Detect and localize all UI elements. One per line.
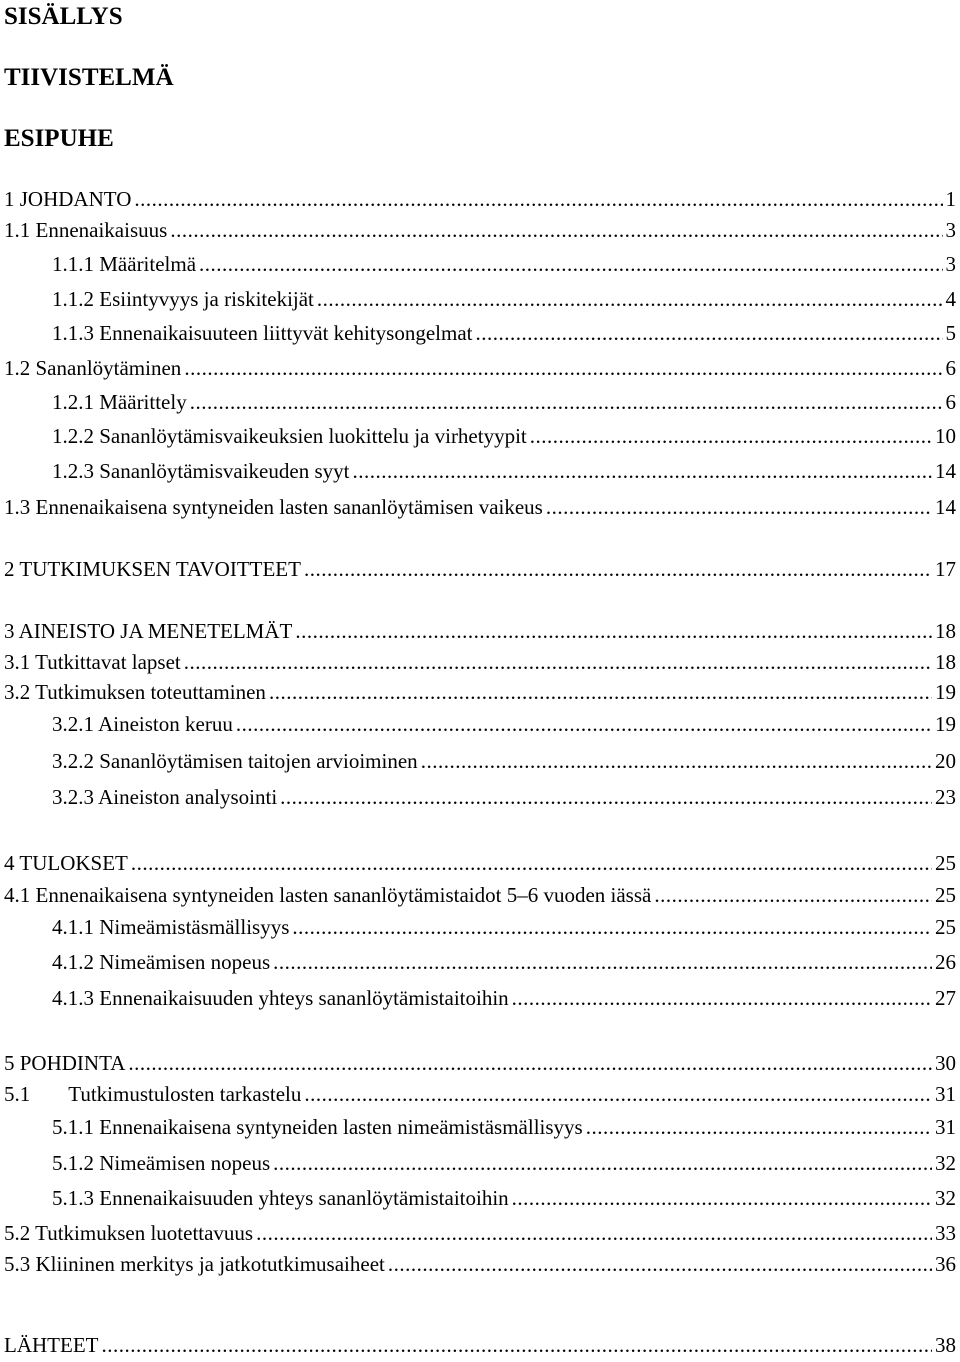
toc-dot-leader bbox=[273, 947, 932, 977]
toc-entry-title: 3.2 Tutkimuksen toteuttaminen bbox=[4, 680, 266, 704]
toc-entry-title: 1.2.1 Määrittely bbox=[52, 390, 187, 414]
toc-page-number: 31 bbox=[935, 1082, 956, 1106]
toc-entry-title bbox=[4, 1079, 301, 1109]
toc-dot-leader bbox=[476, 318, 943, 348]
toc-page-number: 18 bbox=[935, 650, 956, 674]
toc-page-number: 3 bbox=[945, 252, 956, 276]
toc-page-number: 14 bbox=[935, 495, 956, 519]
toc-entry-title: 1 JOHDANTO bbox=[4, 187, 132, 211]
toc-page-number: 6 bbox=[945, 356, 956, 380]
toc-entry[interactable] bbox=[4, 677, 956, 707]
toc-dot-leader bbox=[295, 616, 932, 646]
toc-entry-title: 4.1.3 Ennenaikaisuuden yhteys sananlöytämistaitoihin bbox=[52, 986, 509, 1010]
toc-dot-leader bbox=[317, 284, 943, 314]
toc-page-number: 38 bbox=[935, 1333, 956, 1357]
toc-entry-title: 3.2.1 Aineiston keruu bbox=[52, 712, 233, 736]
toc-page-number: 33 bbox=[935, 1221, 956, 1245]
toc-page-number: 27 bbox=[935, 986, 956, 1010]
toc-entry-title: 3.1 Tutkittavat lapset bbox=[4, 650, 181, 674]
toc-entry[interactable] bbox=[4, 848, 956, 878]
toc-page-number: 10 bbox=[935, 424, 956, 448]
toc-dot-leader bbox=[304, 1079, 932, 1109]
toc-entry-title: 4.1.2 Nimeämisen nopeus bbox=[52, 950, 271, 974]
toc-dot-leader bbox=[199, 249, 942, 279]
toc-dot-leader bbox=[170, 215, 942, 245]
toc-entry[interactable] bbox=[52, 421, 956, 451]
toc-page-number: 30 bbox=[935, 1051, 956, 1075]
toc-page-number: 23 bbox=[935, 785, 956, 809]
toc-dot-leader bbox=[184, 647, 932, 677]
toc-entry-number: 5.1 bbox=[4, 1082, 31, 1106]
toc-page-number: 3 bbox=[945, 218, 956, 242]
toc-page-number: 19 bbox=[935, 712, 956, 736]
toc-entry[interactable] bbox=[4, 492, 956, 522]
toc-dot-leader bbox=[280, 782, 932, 812]
toc-entry[interactable] bbox=[52, 947, 956, 977]
toc-entry-title: 1.1.3 Ennenaikaisuuteen liittyvät kehitysongelmat bbox=[52, 321, 473, 345]
toc-dot-leader bbox=[304, 554, 932, 584]
toc-page-number: 1 bbox=[945, 187, 956, 211]
toc-dot-leader bbox=[512, 983, 932, 1013]
toc-entry-title: 3.2.3 Aineiston analysointi bbox=[52, 785, 278, 809]
toc-entry[interactable] bbox=[4, 215, 956, 245]
toc-entry-title: 5.1.1 Ennenaikaisena syntyneiden lasten nimeämistäsmällisyys bbox=[52, 1115, 583, 1139]
toc-dot-leader bbox=[512, 1183, 932, 1213]
toc-entry[interactable] bbox=[4, 1048, 956, 1078]
toc-entry[interactable] bbox=[4, 1330, 956, 1360]
toc-dot-leader bbox=[654, 880, 932, 910]
toc-entry-title: 5.1.2 Nimeämisen nopeus bbox=[52, 1151, 271, 1175]
toc-dot-leader bbox=[273, 1148, 932, 1178]
toc-page-number: 5 bbox=[945, 321, 956, 345]
toc-entry-text: Tutkimustulosten tarkastelu bbox=[68, 1082, 302, 1106]
toc-page-number: 32 bbox=[935, 1186, 956, 1210]
toc-entry[interactable] bbox=[4, 1218, 956, 1248]
toc-page-number: 32 bbox=[935, 1151, 956, 1175]
toc-page-number: 14 bbox=[935, 459, 956, 483]
toc-page-number: 25 bbox=[935, 883, 956, 907]
toc-entry[interactable] bbox=[52, 746, 956, 776]
toc-entry[interactable] bbox=[4, 554, 956, 584]
toc-entry-title: 5 POHDINTA bbox=[4, 1051, 126, 1075]
toc-page-number: 31 bbox=[935, 1115, 956, 1139]
toc-entry[interactable] bbox=[52, 249, 956, 279]
toc-title: SISÄLLYS bbox=[4, 3, 123, 30]
toc-entry[interactable] bbox=[4, 1079, 956, 1109]
toc-entry-title: 4.1.1 Nimeämistäsmällisyys bbox=[52, 915, 290, 939]
toc-entry[interactable] bbox=[4, 616, 956, 646]
toc-entry-title: 1.1.1 Määritelmä bbox=[52, 252, 197, 276]
toc-page-number: 25 bbox=[935, 915, 956, 939]
toc-dot-leader bbox=[292, 912, 932, 942]
toc-page-number: 26 bbox=[935, 950, 956, 974]
toc-entry[interactable] bbox=[52, 284, 956, 314]
toc-entry-title: 3 AINEISTO JA MENETELMÄT bbox=[4, 619, 293, 643]
abstract-heading: TIIVISTELMÄ bbox=[4, 64, 174, 91]
toc-entry-title: 3.2.2 Sananlöytämisen taitojen arvioiminen bbox=[52, 749, 418, 773]
toc-dot-leader bbox=[586, 1112, 932, 1142]
toc-entry-title: 5.3 Kliininen merkitys ja jatkotutkimusaiheet bbox=[4, 1252, 385, 1276]
toc-entry-title: 1.2 Sananlöytäminen bbox=[4, 356, 182, 380]
toc-dot-leader bbox=[236, 709, 932, 739]
toc-entry-title: 1.3 Ennenaikaisena syntyneiden lasten sananlöytämisen vaikeus bbox=[4, 495, 543, 519]
toc-entry-title: 2 TUTKIMUKSEN TAVOITTEET bbox=[4, 557, 301, 581]
toc-entry[interactable] bbox=[4, 880, 956, 910]
toc-entry-title: 1.2.3 Sananlöytämisvaikeuden syyt bbox=[52, 459, 350, 483]
toc-dot-leader bbox=[128, 1048, 932, 1078]
toc-entry-title: 5.2 Tutkimuksen luotettavuus bbox=[4, 1221, 254, 1245]
toc-dot-leader bbox=[101, 1330, 932, 1360]
toc-dot-leader bbox=[256, 1218, 932, 1248]
toc-entry[interactable] bbox=[4, 353, 956, 383]
toc-entry-title: 5.1.3 Ennenaikaisuuden yhteys sananlöytämistaitoihin bbox=[52, 1186, 509, 1210]
toc-entry-title: 1.1.2 Esiintyvyys ja riskitekijät bbox=[52, 287, 314, 311]
toc-entry[interactable] bbox=[52, 318, 956, 348]
toc-entry[interactable] bbox=[52, 782, 956, 812]
toc-dot-leader bbox=[190, 387, 943, 417]
toc-page-number: 18 bbox=[935, 619, 956, 643]
toc-dot-leader bbox=[388, 1249, 932, 1279]
toc-entry[interactable] bbox=[4, 647, 956, 677]
toc-dot-leader bbox=[352, 456, 932, 486]
toc-entry[interactable] bbox=[4, 184, 956, 214]
toc-entry[interactable] bbox=[52, 709, 956, 739]
toc-dot-leader bbox=[184, 353, 942, 383]
toc-dot-leader bbox=[134, 184, 942, 214]
toc-entry-title: LÄHTEET bbox=[4, 1333, 99, 1357]
toc-page-number: 4 bbox=[945, 287, 956, 311]
toc-entry[interactable] bbox=[52, 456, 956, 486]
preface-heading: ESIPUHE bbox=[4, 125, 114, 152]
toc-entry-title: 1.1 Ennenaikaisuus bbox=[4, 218, 168, 242]
toc-page-number: 17 bbox=[935, 557, 956, 581]
toc-dot-leader bbox=[530, 421, 932, 451]
toc-dot-leader bbox=[546, 492, 932, 522]
toc-entry[interactable] bbox=[52, 983, 956, 1013]
toc-page-number: 19 bbox=[935, 680, 956, 704]
toc-page-number: 20 bbox=[935, 749, 956, 773]
toc-entry[interactable] bbox=[52, 1183, 956, 1213]
toc-entry[interactable] bbox=[52, 387, 956, 417]
toc-dot-leader bbox=[131, 848, 932, 878]
toc-entry[interactable] bbox=[52, 912, 956, 942]
toc-dot-leader bbox=[421, 746, 932, 776]
toc-entry-title: 4.1 Ennenaikaisena syntyneiden lasten sananlöytämistaidot 5–6 vuoden iässä bbox=[4, 883, 652, 907]
toc-dot-leader bbox=[269, 677, 932, 707]
toc-entry[interactable] bbox=[52, 1112, 956, 1142]
toc-entry[interactable] bbox=[4, 1249, 956, 1279]
toc-page-number: 25 bbox=[935, 851, 956, 875]
toc-entry-title: 4 TULOKSET bbox=[4, 851, 128, 875]
toc-entry[interactable] bbox=[52, 1148, 956, 1178]
toc-entry-title: 1.2.2 Sananlöytämisvaikeuksien luokittelu ja virhetyypit bbox=[52, 424, 527, 448]
toc-page-number: 36 bbox=[935, 1252, 956, 1276]
toc-page-number: 6 bbox=[945, 390, 956, 414]
